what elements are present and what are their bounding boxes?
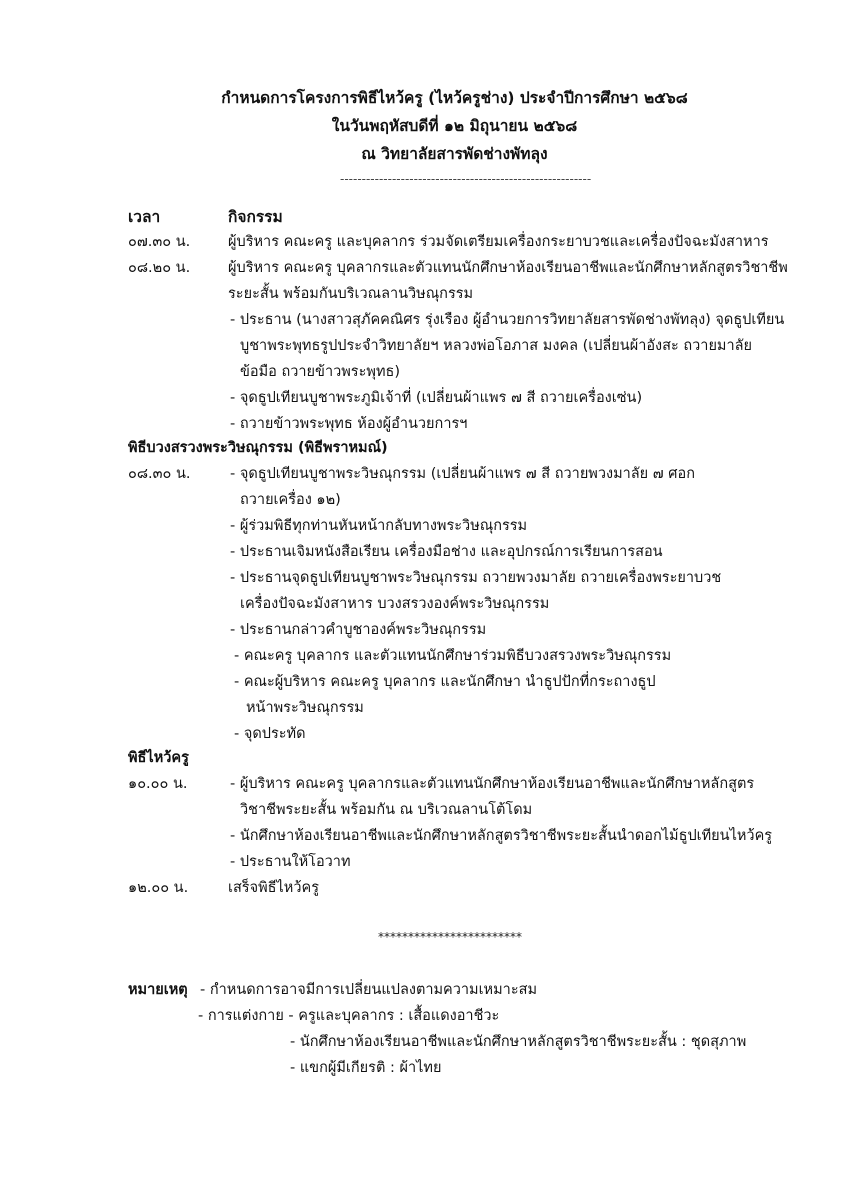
schedule-text: - ประธาน (นางสาวสุภัคคณิศร รุ่งเรือง ผู้อำนวยการวิทยาลัยสารพัดช่างพัทลุง) จุดธูปเทียน: [230, 312, 785, 328]
vishnu-line: ถวายเครื่อง ๑๒): [240, 492, 341, 508]
schedule-text: ข้อมือ ถวายข้าวพระพุทธ): [240, 364, 401, 380]
waikru-line: - ประธานให้โอวาท: [230, 854, 351, 870]
schedule-time: ๑๐.๐๐ น.: [128, 776, 188, 792]
notes-line: - กำหนดการอาจมีการเปลี่ยนแปลงตามความเหมาะสม: [200, 982, 538, 998]
section-waikru-title: พิธีไหว้ครู: [128, 750, 189, 766]
vishnu-line: - ประธานกล่าวคำบูชาองค์พระวิษณุกรรม: [230, 622, 487, 638]
vishnu-line: เครื่องปัจฉะมังสาหาร บวงสรวงองค์พระวิษณุกรรม: [240, 596, 550, 612]
schedule-text: ผู้บริหาร คณะครู และบุคลากร ร่วมจัดเตรียมเครื่องกระยาบวชและเครื่องปัจฉะมังสาหาร: [228, 234, 769, 250]
schedule-text: บูชาพระพุทธรูปประจำวิทยาลัยฯ หลวงพ่อโอภาส มงคล (เปลี่ยนผ้าอังสะ ถวายมาลัย: [240, 338, 753, 354]
waikru-line: - นักศึกษาห้องเรียนอาชีพและนักศึกษาหลักสูตรวิชาชีพระยะสั้นนำดอกไม้ธูปเทียนไหว้ครู: [230, 828, 773, 844]
vishnu-line: - คณะผู้บริหาร คณะครู บุคลากร และนักศึกษา นำธูปปักที่กระถางธูป: [234, 674, 656, 690]
document-title: กำหนดการโครงการพิธีไหว้ครู (ไหว้ครูช่าง) ประจำปีการศึกษา ๒๕๖๘: [221, 89, 688, 107]
notes-line: - แขกผู้มีเกียรติ : ผ้าไทย: [290, 1060, 442, 1076]
header-separator: ----------------------------------------------------------: [340, 172, 592, 186]
column-activity-heading: กิจกรรม: [228, 208, 283, 226]
waikru-end-text: เสร็จพิธีไหว้ครู: [228, 880, 319, 896]
document-venue: ณ วิทยาลัยสารพัดช่างพัทลุง: [361, 145, 548, 163]
schedule-text: ผู้บริหาร คณะครู บุคลากรและตัวแทนนักศึกษาห้องเรียนอาชีพและนักศึกษาหลักสูตรวิชาชีพ: [228, 260, 788, 276]
column-time-heading: เวลา: [128, 208, 161, 226]
waikru-line: - ผู้บริหาร คณะครู บุคลากรและตัวแทนนักศึกษาห้องเรียนอาชีพและนักศึกษาหลักสูตร: [230, 776, 755, 792]
schedule-time: ๐๘.๓๐ น.: [128, 466, 191, 482]
section-vishnu-title: พิธีบวงสรวงพระวิษณุกรรม (พิธีพราหมณ์): [128, 440, 388, 456]
schedule-time: ๐๘.๒๐ น.: [128, 260, 191, 276]
vishnu-line: - จุดธูปเทียนบูชาพระวิษณุกรรม (เปลี่ยนผ้าแพร ๗ สี ถวายพวงมาลัย ๗ ศอก: [230, 466, 695, 482]
vishnu-line: - ผู้ร่วมพิธีทุกท่านหันหน้ากลับทางพระวิษณุกรรม: [230, 518, 528, 534]
notes-line: - นักศึกษาห้องเรียนอาชีพและนักศึกษาหลักสูตรวิชาชีพระยะสั้น : ชุดสุภาพ: [290, 1034, 747, 1050]
schedule-text: - จุดธูปเทียนบูชาพระภูมิเจ้าที่ (เปลี่ยนผ้าแพร ๗ สี ถวายเครื่องเซ่น): [230, 390, 643, 406]
vishnu-line: หน้าพระวิษณุกรรม: [246, 700, 364, 716]
waikru-line: วิชาชีพระยะสั้น พร้อมกัน ณ บริเวณลานโต้โดม: [240, 802, 533, 818]
vishnu-line: - คณะครู บุคลากร และตัวแทนนักศึกษาร่วมพิธีบวงสรวงพระวิษณุกรรม: [234, 648, 672, 664]
schedule-text: ระยะสั้น พร้อมกันบริเวณลานวิษณุกรรม: [228, 286, 474, 302]
schedule-time: ๑๒.๐๐ น.: [128, 880, 189, 896]
notes-line: - การแต่งกาย - ครูและบุคลากร : เสื้อแดงอาชีวะ: [198, 1008, 500, 1024]
vishnu-line: - จุดประทัด: [234, 726, 306, 742]
notes-label: หมายเหตุ: [128, 982, 188, 998]
stars-divider: ************************: [378, 930, 522, 944]
schedule-text: - ถวายข้าวพระพุทธ ห้องผู้อำนวยการฯ: [230, 416, 468, 432]
schedule-time: ๐๗.๓๐ น.: [128, 234, 191, 250]
vishnu-line: - ประธานจุดธูปเทียนบูชาพระวิษณุกรรม ถวายพวงมาลัย ถวายเครื่องพระยาบวช: [230, 570, 722, 586]
document-date: ในวันพฤหัสบดีที่ ๑๒ มิถุนายน ๒๕๖๘: [331, 117, 578, 135]
vishnu-line: - ประธานเจิมหนังสือเรียน เครื่องมือช่าง และอุปกรณ์การเรียนการสอน: [230, 544, 663, 560]
